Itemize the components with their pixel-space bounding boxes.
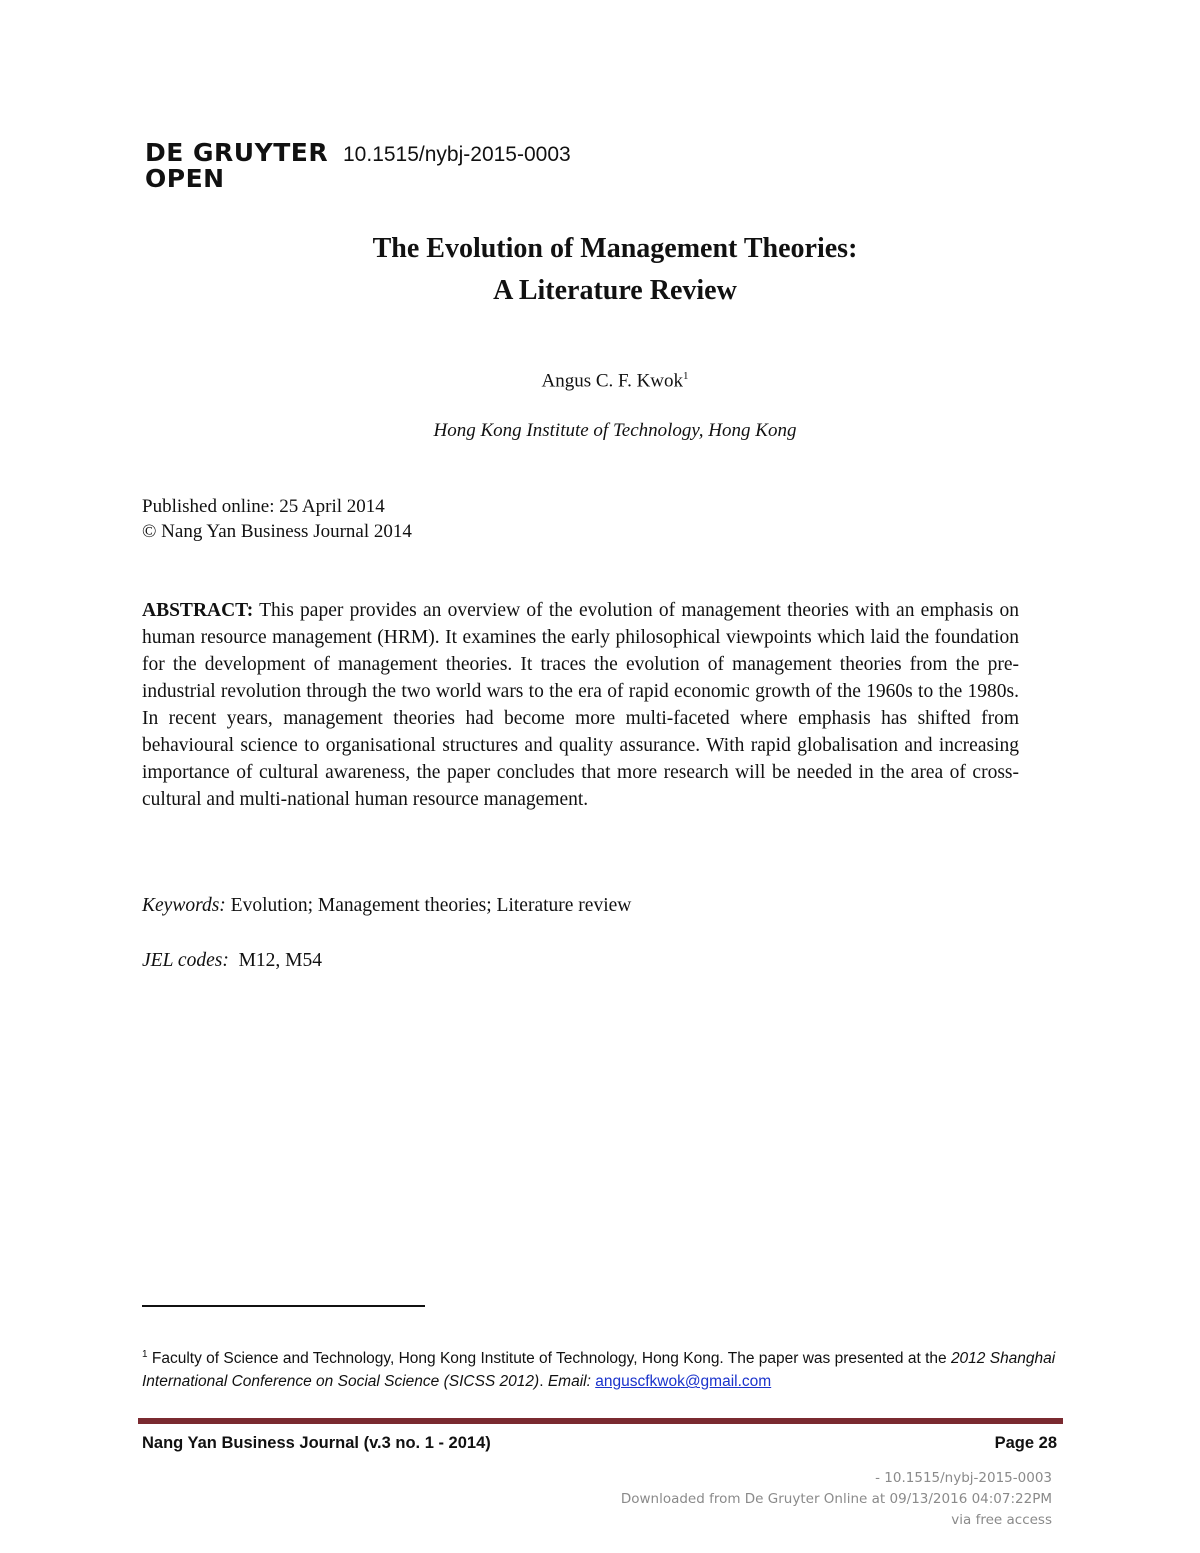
keywords-label: Keywords: <box>142 895 226 916</box>
title-line-2: A Literature Review <box>493 275 737 306</box>
publisher-logo <box>145 140 328 192</box>
copyright: © Nang Yan Business Journal 2014 <box>142 521 412 542</box>
footnote-mark: 1 <box>142 1349 148 1360</box>
download-watermark <box>621 1468 1052 1531</box>
watermark-doi: - 10.1515/nybj-2015-0003 <box>875 1470 1052 1486</box>
email-link[interactable]: anguscfkwok@gmail.com <box>595 1373 772 1391</box>
logo-line-1: DE GRUYTER <box>145 138 329 167</box>
journal-name: Nang Yan Business Journal (v.3 no. 1 - 2014) <box>142 1434 491 1452</box>
footnote-divider <box>142 1305 425 1307</box>
jel-text: M12, M54 <box>238 950 323 971</box>
footnote-text-1: Faculty of Science and Technology, Hong Kong Institute of Technology, Hong Kong. The paper was presented at the <box>151 1350 951 1368</box>
logo-line-2: OPEN <box>145 164 225 193</box>
footer-divider <box>138 1418 1063 1424</box>
watermark-access: via free access <box>951 1512 1052 1528</box>
abstract <box>142 597 1019 813</box>
author-footnote-mark: 1 <box>683 370 689 382</box>
jel-label: JEL codes: <box>142 950 229 971</box>
publication-info <box>142 494 412 544</box>
footnote-text-2: . <box>539 1373 548 1391</box>
abstract-text: This paper provides an overview of the evolution of management theories with an emphasis on human resource management (HRM). It examines the early philosophical viewpoints which laid the foundation for the development of management theories. It traces the evolution of management theories from the pre-industrial revolution through the two world wars to the era of rapid economic growth of the 1960s to the 1980s. In recent years, management theories had become more multi-faceted where emphasis has shifted from behavioural science to organisational structures and quality assurance. With rapid globalisation and increasing importance of cultural awareness, the paper concludes that more research will be needed in the area of cross-cultural and multi-national human resource management. <box>142 600 1019 810</box>
watermark-downloaded: Downloaded from De Gruyter Online at 09/13/2016 04:07:22PM <box>620 1491 1052 1507</box>
doi-header: 10.1515/nybj-2015-0003 <box>343 143 571 166</box>
footnote <box>142 1343 1062 1393</box>
author-name: Angus C. F. Kwok <box>541 370 684 392</box>
footnote-conference: 2012 Shanghai International Conference on Social Science (SICSS 2012) <box>142 1350 1056 1391</box>
page-number: Page 28 <box>994 1434 1057 1452</box>
keywords <box>142 895 631 917</box>
title-line-1: The Evolution of Management Theories: <box>372 233 858 264</box>
abstract-label: ABSTRACT: <box>142 600 254 621</box>
jel-codes <box>142 950 322 972</box>
keywords-text: Evolution; Management theories; Literature review <box>230 895 632 916</box>
published-date: Published online: 25 April 2014 <box>142 496 385 517</box>
paper-title <box>0 228 1200 312</box>
footnote-email-label: Email: <box>547 1373 591 1391</box>
author <box>0 370 1200 392</box>
affiliation: Hong Kong Institute of Technology, Hong Kong <box>433 420 797 441</box>
